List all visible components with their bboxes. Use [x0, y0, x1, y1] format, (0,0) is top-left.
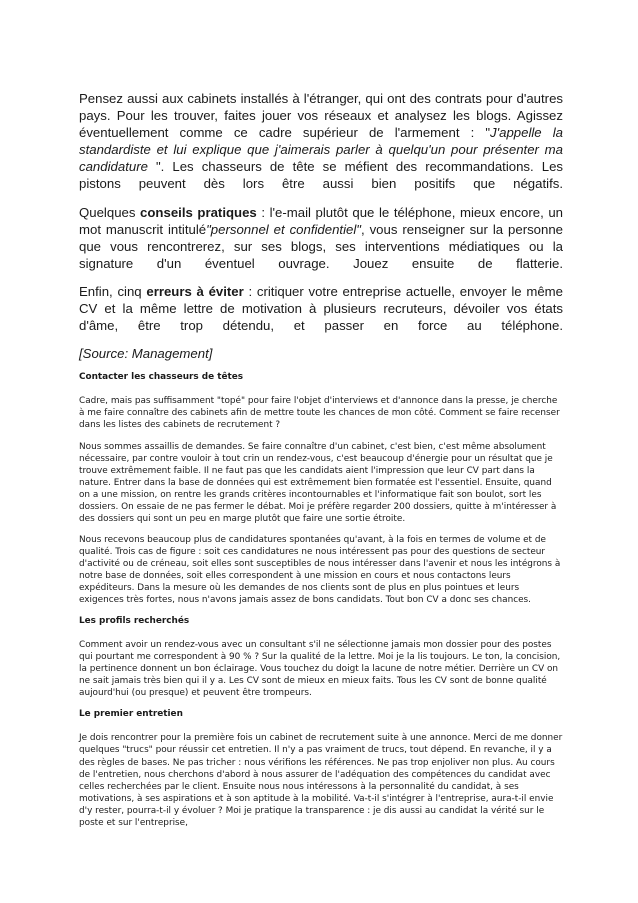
section-heading: Contacter les chasseurs de têtes: [79, 372, 244, 383]
paragraph-foreign-cabinets: [79, 90, 563, 193]
paragraph-text: ". Les chasseurs de tête se méfient des recommandations. Les pistons peuvent dès lors être aussi bien positifs que négatifs.: [79, 159, 564, 192]
question-paragraph: Comment avoir un rendez-vous avec un consultant s'il ne sélectionne jamais mon dossier pour des postes qui pourtant me correspondent à 90 % ? Sur la qualité de la lettre. Moi je la lis toujours. Le ton, la concision, la pertinence donnent un bon éclairage. Vous touchez du doigt la lacune de notre métier. Derrière un CV on ne sait jamais très bien qui il y a. Les CV sont de mieux en mieux faits. Tous les CV sont de bonne qualité aujourd'hui (ou presque) et peuvent être trompeurs.: [79, 640, 561, 699]
paragraph-text: : critiquer votre entreprise actuelle, envoyer le même CV et la même lettre de motivation à plusieurs recruteurs, dévoiler vos états d'âme, être trop détendu, et passer en force au téléphone.: [79, 283, 563, 334]
paragraph-text: Quelques: [79, 204, 141, 220]
answer-paragraph: Nous sommes assaillis de demandes. Se faire connaître d'un cabinet, c'est bien, c'est même absolument nécessaire, par contre vouloir à tout crin un rendez-vous, c'est beaucoup d'énergie pour un résultat que je trouve extrêmement faible. Il ne faut pas que les candidats aient l'impression que leur CV part dans la nature. Entrer dans la base de données qui est extrêmement bien formatée est l'essentiel. Ensuite, quand on a une mission, on rentre les grands critères incontournables et l'informatique fait son boulot, sort les dossiers. On essaie de ne pas fermer le débat. Moi je préfère regarder 200 dossiers, quitte à m'intéresser à des dossiers qui sont un peu en marge plutôt que faire une sortie étroite.: [79, 441, 557, 524]
italic-term: "personnel et confidentiel": [206, 221, 361, 237]
paragraph-text: : l'e-mail plutôt que le téléphone, mieux encore, un mot manuscrit intitulé: [79, 204, 563, 237]
document-page: [79, 90, 563, 838]
paragraph-mistakes: [79, 283, 563, 334]
bold-term: erreurs à éviter: [146, 283, 244, 299]
question-paragraph: Cadre, mais pas suffisamment "topé" pour faire l'objet d'interviews et d'annonce dans la presse, je cherche à me faire connaître des cabinets afin de mettre toute les chances de mon côté. Comment se faire recenser dans les listes des cabinets de recrutement ?: [79, 396, 560, 431]
section-heading: Les profils recherchés: [79, 616, 190, 627]
section-heading: Le premier entretien: [79, 709, 183, 720]
paragraph-text: Enfin, cinq: [79, 283, 147, 299]
bold-term: conseils pratiques: [140, 204, 257, 220]
answer-paragraph: Nous recevons beaucoup plus de candidatures spontanées qu'avant, à la fois en termes de volume et de qualité. Trois cas de figure : soit ces candidatures ne nous intéressent pas pour des questions de secteur d'activité ou de créneau, soit elles sont susceptibles de nous intéresser dans l'avenir et nous les intégrons à notre base de données, soit elles correspondent à une mission en cours et nous contactons leurs expéditeurs. Dans la mesure où les demandes de nos clients sont de plus en plus pointues et leurs exigences très fortes, nous n'avons jamais assez de bons candidats. Tout bon CV a donc ses chances.: [79, 534, 561, 606]
source-citation: [Source: Management]: [79, 346, 213, 362]
answer-paragraph: Je dois rencontrer pour la première fois un cabinet de recrutement suite à une annonce. Merci de me donner quelques "trucs" pour réussir cet entretien. Il n'y a pas vraiment de trucs, tout dépend. En revanche, il y a des règles de bases. Ne pas tricher : nous vérifions les références. Ne pas trop enjoliver non plus. Au cours de l'entretien, nous cherchons d'abord à nous assurer de l'adéquation des compétences du candidat avec celles recherchées par le client. Ensuite nous nous intéressons à la personnalité du candidat, à ses motivations, à ses aspirations et à son aptitude à la mobilité. Va-t-il s'intégrer à l'entreprise, aura-t-il envie d'y rester, pourra-t-il y évoluer ? Moi je pratique la transparence : je dis aussi au candidat la vérité sur le poste et sur l'entreprise,: [79, 733, 563, 828]
paragraph-text: Pensez aussi aux cabinets installés à l'étranger, qui ont des contrats pour d'autres pays. Pour les trouver, faites jouer vos réseaux et analysez les blogs. Agissez éventuellement comme ce cadre supérieur de l'armement : ": [79, 91, 563, 141]
paragraph-text: , vous renseigner sur la personne que vous rencontrerez, sur ses blogs, ses interventions médiatiques ou la signature d'un éventuel ouvrage. Jouez ensuite de flatterie.: [79, 221, 564, 271]
quote-text: J'appelle la standardiste et lui explique que j'aimerais parler à quelqu'un pour présenter ma candidature: [79, 125, 563, 175]
paragraph-practical-tips: [79, 204, 563, 272]
